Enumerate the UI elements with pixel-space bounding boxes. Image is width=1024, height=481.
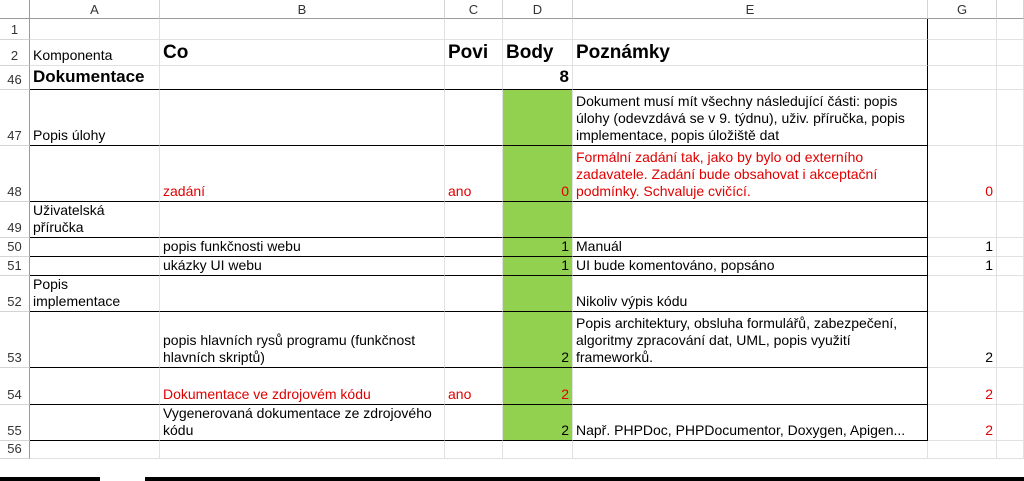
cell-g50[interactable]: 1 [928, 238, 997, 257]
cell-d55[interactable]: 2 [503, 405, 573, 441]
row-header-50[interactable]: 50 [0, 238, 30, 257]
row-header-51[interactable]: 51 [0, 257, 30, 276]
cell-a54[interactable] [30, 368, 160, 405]
cell-b49[interactable] [160, 202, 445, 238]
cell-g2[interactable] [928, 40, 997, 66]
cell-b50[interactable]: popis funkčnosti webu [160, 238, 445, 257]
cell-a48[interactable] [30, 146, 160, 202]
cell-d56[interactable] [503, 441, 573, 459]
cell-g47[interactable] [928, 90, 997, 146]
select-all-corner[interactable] [0, 0, 30, 19]
sheet-tab-bar [0, 477, 1024, 481]
cell-c53[interactable] [445, 312, 503, 368]
column-header-b[interactable]: B [160, 0, 445, 19]
cell-c50[interactable] [445, 238, 503, 257]
row-header-56[interactable]: 56 [0, 441, 30, 459]
cell-c52[interactable] [445, 276, 503, 312]
row-header-48[interactable]: 48 [0, 146, 30, 202]
cell-d49[interactable] [503, 202, 573, 238]
cell-g48[interactable]: 0 [928, 146, 997, 202]
cell-a56[interactable] [30, 441, 160, 459]
cell-d51[interactable]: 1 [503, 257, 573, 276]
cell-h46[interactable] [997, 66, 1024, 90]
cell-c47[interactable] [445, 90, 503, 146]
column-header-c[interactable]: C [445, 0, 503, 19]
cell-a2[interactable]: Komponenta [30, 40, 160, 66]
active-sheet-tab[interactable] [100, 477, 145, 481]
cell-g49[interactable] [928, 202, 997, 238]
column-header-e[interactable]: E [573, 0, 928, 19]
row-header-52[interactable]: 52 [0, 276, 30, 312]
cell-d52[interactable] [503, 276, 573, 312]
cell-c56[interactable] [445, 441, 503, 459]
column-header-d[interactable]: D [503, 0, 573, 19]
row-header-2[interactable]: 2 [0, 40, 30, 66]
cell-b48[interactable]: zadání [160, 146, 445, 202]
cell-h48[interactable] [997, 146, 1024, 202]
cell-g1[interactable] [928, 19, 997, 40]
cell-b46[interactable] [160, 66, 445, 90]
cell-g52[interactable] [928, 276, 997, 312]
cell-h2[interactable] [997, 40, 1024, 66]
cell-g46[interactable] [928, 66, 997, 90]
cell-e51[interactable]: UI bude komentováno, popsáno [573, 257, 928, 276]
cell-c2[interactable]: Povi [445, 40, 503, 66]
cell-b54[interactable]: Dokumentace ve zdrojovém kódu [160, 368, 445, 405]
cell-a50[interactable] [30, 238, 160, 257]
cell-e46[interactable] [573, 66, 928, 90]
cell-d2[interactable]: Body [503, 40, 573, 66]
cell-h56[interactable] [997, 441, 1024, 459]
cell-h1[interactable] [997, 19, 1024, 40]
row-header-55[interactable]: 55 [0, 405, 30, 441]
cell-g56[interactable] [928, 441, 997, 459]
cell-b53[interactable]: popis hlavních rysů programu (funkčnost hlavních skriptů) [160, 312, 445, 368]
cell-d53[interactable]: 2 [503, 312, 573, 368]
cell-a46[interactable]: Dokumentace [30, 66, 160, 90]
cell-h52[interactable] [997, 276, 1024, 312]
cell-b55[interactable]: Vygenerovaná dokumentace ze zdrojového kódu [160, 405, 445, 441]
cell-h55[interactable] [997, 405, 1024, 441]
cell-d46[interactable]: 8 [503, 66, 573, 90]
cell-e55[interactable]: Např. PHPDoc, PHPDocumentor, Doxygen, Apigen... [573, 405, 928, 441]
column-header-extra[interactable] [997, 0, 1024, 19]
cell-c51[interactable] [445, 257, 503, 276]
cell-g51[interactable]: 1 [928, 257, 997, 276]
cell-h49[interactable] [997, 202, 1024, 238]
cell-h47[interactable] [997, 90, 1024, 146]
cell-b51[interactable]: ukázky UI webu [160, 257, 445, 276]
cell-e50[interactable]: Manuál [573, 238, 928, 257]
cell-e53[interactable]: Popis architektury, obsluha formulářů, zabezpečení, algoritmy zpracování dat, UML, popis využití frameworků. [573, 312, 928, 368]
row-header-54[interactable]: 54 [0, 368, 30, 405]
cell-e48[interactable]: Formální zadání tak, jako by bylo od externího zadavatele. Zadání bude obsahovat i akceptační podmínky. Schvaluje cvičící. [573, 146, 928, 202]
cell-h51[interactable] [997, 257, 1024, 276]
cell-a1[interactable] [30, 19, 160, 40]
cell-d1[interactable] [503, 19, 573, 40]
column-header-a[interactable]: A [30, 0, 160, 19]
cell-d54[interactable]: 2 [503, 368, 573, 405]
cell-h54[interactable] [997, 368, 1024, 405]
cell-d48[interactable]: 0 [503, 146, 573, 202]
cell-e52[interactable]: Nikoliv výpis kódu [573, 276, 928, 312]
cell-b2[interactable]: Co [160, 40, 445, 66]
cell-d50[interactable]: 1 [503, 238, 573, 257]
row-header-49[interactable]: 49 [0, 202, 30, 238]
row-header-46[interactable]: 46 [0, 66, 30, 90]
cell-g53[interactable]: 2 [928, 312, 997, 368]
cell-a52[interactable]: Popis implementace [30, 276, 160, 312]
cell-c49[interactable] [445, 202, 503, 238]
row-header-53[interactable]: 53 [0, 312, 30, 368]
cell-c46[interactable] [445, 66, 503, 90]
cell-b52[interactable] [160, 276, 445, 312]
cell-e47[interactable]: Dokument musí mít všechny následující části: popis úlohy (odevzdává se v 9. týdnu), uživ. příručka, popis implementace, popis úložiště dat [573, 90, 928, 146]
row-header-1[interactable]: 1 [0, 19, 30, 40]
cell-b56[interactable] [160, 441, 445, 459]
cell-e56[interactable] [573, 441, 928, 459]
cell-h50[interactable] [997, 238, 1024, 257]
cell-g55[interactable]: 2 [928, 405, 997, 441]
cell-d47[interactable] [503, 90, 573, 146]
column-header-g[interactable]: G [928, 0, 997, 19]
cell-a55[interactable] [30, 405, 160, 441]
cell-g54[interactable]: 2 [928, 368, 997, 405]
cell-c1[interactable] [445, 19, 503, 40]
cell-c54[interactable]: ano [445, 368, 503, 405]
cell-b1[interactable] [160, 19, 445, 40]
cell-h53[interactable] [997, 312, 1024, 368]
cell-c48[interactable]: ano [445, 146, 503, 202]
cell-b47[interactable] [160, 90, 445, 146]
cell-e54[interactable] [573, 368, 928, 405]
cell-e2[interactable]: Poznámky [573, 40, 928, 66]
cell-a51[interactable] [30, 257, 160, 276]
cell-a53[interactable] [30, 312, 160, 368]
cell-c55[interactable] [445, 405, 503, 441]
cell-e49[interactable] [573, 202, 928, 238]
row-header-47[interactable]: 47 [0, 90, 30, 146]
cell-a49[interactable]: Uživatelská příručka [30, 202, 160, 238]
cell-e1[interactable] [573, 19, 928, 40]
cell-a47[interactable]: Popis úlohy [30, 90, 160, 146]
